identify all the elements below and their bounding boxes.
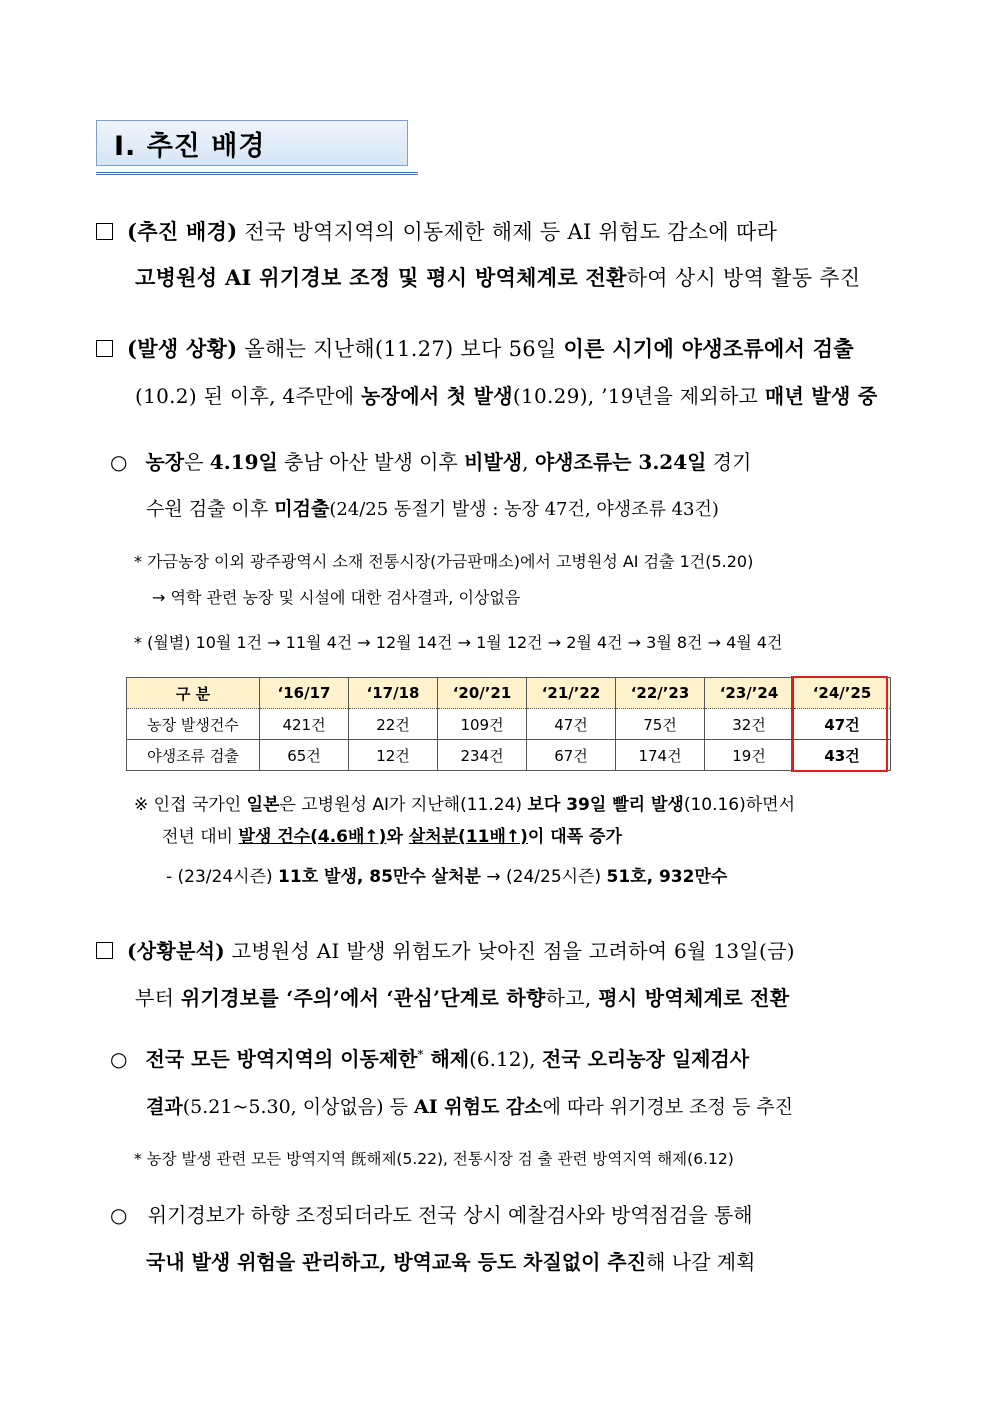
table-header-cell: ‘16/17 [260,678,349,709]
s3-sub-line4 [146,1246,755,1275]
note3-line2 [162,822,622,847]
s3-sub-text1: (6.12), [469,1047,542,1071]
note3-l3-text1: - (23/24시즌) [166,867,279,887]
highlight-frame [791,676,888,772]
s2-text3: (10.29), ’19년을 제외하고 [512,384,765,408]
s2-sub-bold1: 농장 [145,450,185,474]
s2-line1 [96,333,854,363]
section-title: Ⅰ. 추진 배경 [114,131,266,162]
s1-bold: 고병원성 AI 위기경보 조정 및 평시 방역체계로 전환 [135,265,627,290]
s3-sub2-bold1: 결과 [146,1096,183,1118]
outbreak-stats-table [126,677,891,771]
s3-sub-line3 [110,1199,753,1228]
table-cell: 67건 [527,740,616,771]
table-header-cell: ‘17/18 [349,678,438,709]
table-header-cell: ‘22/’23 [616,678,705,709]
s3-sub2-text1: (5.21~5.30, 이상없음) 등 [182,1096,415,1118]
footnote-mark: * [417,1047,424,1062]
note-2: * (월별) 10월 1건 → 11월 4건 → 12월 14건 → 1월 12건 → 2월 4건 → 3월 8건 → 4월 4건 [134,633,783,652]
table-cell: 32건 [705,709,794,740]
note3-bold1: 일본 [246,795,280,815]
table-header-cell: ‘24/’25 [794,678,891,709]
bullet-circle-icon: ○ [110,1047,128,1071]
s3-text3: 하고, [545,986,599,1010]
s1-heading: (추진 배경) [127,219,238,244]
note3-l2-bold1: 발생 건수(4.6배↑) [238,827,387,847]
table-cell-highlight: 47건 [794,709,891,740]
s2-text2: (10.2) 된 이후, 4주만에 [135,384,361,408]
s2-bold2: 농장에서 첫 발생 [360,384,513,408]
bullet-circle-icon: ○ [110,1203,128,1227]
checkbox-square-icon [96,223,113,240]
s3-heading: (상황분석) [127,939,226,963]
checkbox-square-icon [96,340,113,357]
checkbox-square-icon [96,942,113,959]
note3-line3 [166,862,727,887]
s2-sub-line1 [110,446,751,475]
s3-sub4-bold: 국내 발생 위험을 관리하고, 방역교육 등도 차질없이 추진 [146,1250,647,1274]
table-cell: 야생조류 검출 [127,740,260,771]
bullet-circle-icon: ○ [110,450,128,474]
note3-text2: 은 고병원성 AI가 지난해(11.24) [279,795,528,815]
table-cell: 75건 [616,709,705,740]
note3-l2-bold3: 살처분(11배↑) [408,827,528,847]
s2-sub-bold2: 4.19일 [209,450,278,474]
s3-sub-bold2: 해제 [423,1047,470,1071]
table-cell: 421건 [260,709,349,740]
s3-text1: 고병원성 AI 발생 위험도가 낮아진 점을 고려하여 6월 13일(금) [225,939,795,963]
table-cell: 12건 [349,740,438,771]
s2-bold3: 매년 발생 중 [764,384,878,408]
s1-line2 [135,262,860,292]
s1-line1 [96,216,777,246]
s2-sub-text4: 경기 [706,450,752,474]
s3-line1 [96,935,795,964]
table-header-cell: ‘23/’24 [705,678,794,709]
s2-text: 올해는 지난해(11.27) 보다 56일 [237,337,564,361]
table-cell: 234건 [438,740,527,771]
note3-l3-bold1: 11호 발생, 85만수 살처분 [278,867,481,887]
table-cell: 47건 [527,709,616,740]
table-cell: 22건 [349,709,438,740]
note-1a: * 가금농장 이외 광주광역시 소재 전통시장(가금판매소)에서 고병원성 AI 검출 1건(5.20) [134,552,754,571]
note3-l3-text2: → (24/25시즌) [480,867,607,887]
s3-sub2-bold2: AI 위험도 감소 [414,1096,543,1118]
table-cell: 174건 [616,740,705,771]
reference-mark-icon: ※ [134,795,149,815]
s3-sub3-text: 위기경보가 하향 조정되더라도 전국 상시 예찰검사와 방역점검을 통해 [141,1203,753,1227]
s2-bold: 이른 시기에 야생조류에서 검출 [563,336,854,361]
s2-sub-bold3: 비발생 [464,450,523,474]
s3-sub4-text: 해 나갈 계획 [646,1250,756,1274]
note3-text1: 인접 국가인 [148,795,247,815]
s2-sub-text1: 은 [184,450,210,474]
note3-line1 [134,790,795,815]
note3-l2-bold4: 이 대폭 증가 [527,827,622,847]
table-cell: 19건 [705,740,794,771]
s2-sub2-text1: 수원 검출 이후 [146,498,275,520]
s2-sub-text2: 충남 아산 발생 이후 [277,450,465,474]
s3-text2: 부터 [135,986,181,1010]
table-cell: 농장 발생건수 [127,709,260,740]
note3-text3: (10.16)하면서 [683,795,796,815]
s3-bold2: 위기경보를 ‘주의’에서 ‘관심’단계로 하향 [180,986,546,1010]
s1-text: 전국 방역지역의 이동제한 해제 등 AI 위험도 감소에 따라 [237,220,778,244]
s2-sub-bold4: 야생조류는 3.24일 [534,450,707,474]
table-cell-highlight: 43건 [794,740,891,771]
s3-note: * 농장 발생 관련 모든 방역지역 旣해제(5.22), 전통시장 검 출 관련 방역지역 해제(6.12) [134,1150,734,1168]
s3-sub-bold1: 전국 모든 방역지역의 이동제한 [145,1047,418,1071]
s2-sub-line2 [146,494,719,521]
s3-bold3: 평시 방역체계로 전환 [598,986,790,1010]
s2-line2 [135,380,878,409]
table-header-cell: ‘21/’22 [527,678,616,709]
s2-sub2-bold: 미검출 [274,498,330,520]
table-row [127,709,891,740]
s3-line2 [135,982,789,1011]
note3-l2-text: 전년 대비 [162,827,239,847]
note3-l2-bold2: 와 [386,827,409,847]
s3-sub-line1 [110,1043,749,1072]
note3-bold2: 보다 39일 빨리 발생 [527,795,684,815]
table-row [127,740,891,771]
s3-sub2-text2: 에 따라 위기경보 조정 등 추진 [542,1096,794,1118]
s2-sub-text3: , [522,450,535,474]
table-cell: 65건 [260,740,349,771]
note3-l3-bold2: 51호, 932만수 [606,867,728,887]
table-header-cell: 구 분 [127,678,260,709]
s2-heading: (발생 상황) [127,336,238,361]
section-title-box [96,120,418,175]
table-header-row [127,678,891,709]
s2-sub2-text2: (24/25 동절기 발생 : 농장 47건, 야생조류 43건) [329,499,719,520]
s3-sub-bold3: 전국 오리농장 일제검사 [541,1047,750,1071]
s3-sub-line2 [146,1092,793,1119]
s1-text2: 하여 상시 방역 활동 추진 [626,266,861,290]
note-1b: → 역학 관련 농장 및 시설에 대한 검사결과, 이상없음 [152,588,521,607]
table-header-cell: ‘20/’21 [438,678,527,709]
table-cell: 109건 [438,709,527,740]
